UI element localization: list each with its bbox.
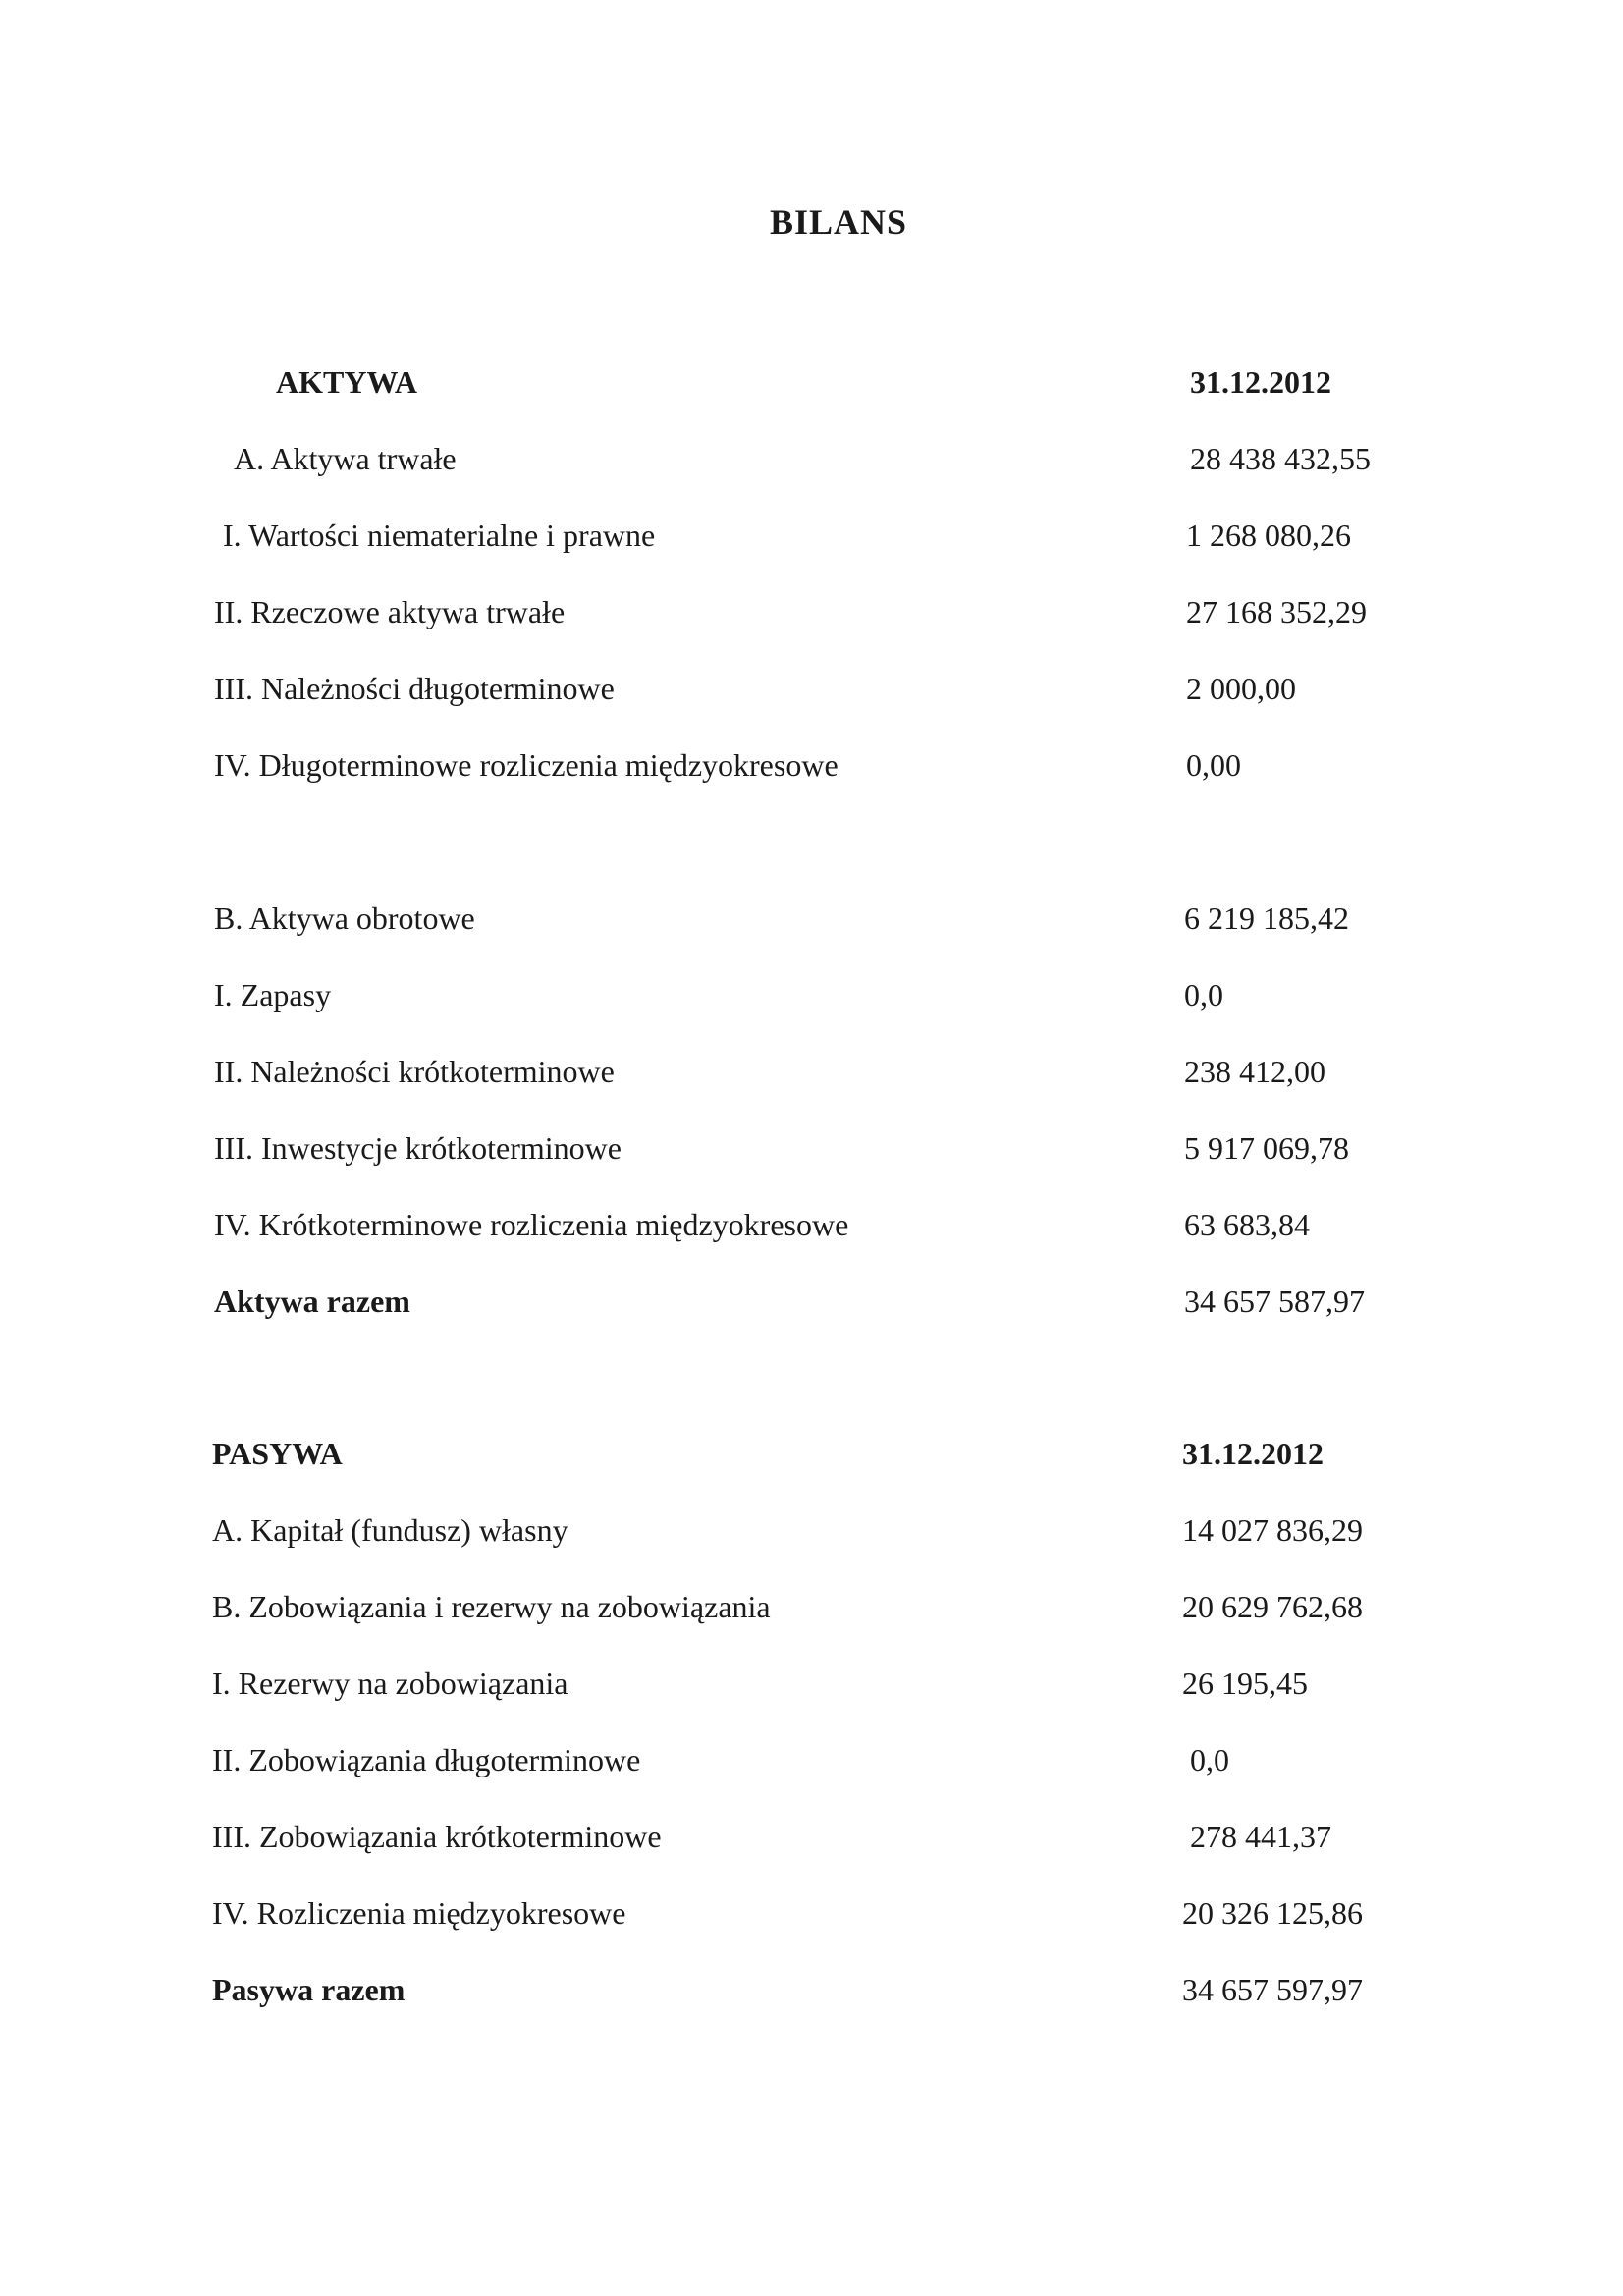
aktywa-trwale-item-row	[0, 516, 1623, 555]
aktywa-trwale-item-label: III. Należności długoterminowe	[214, 671, 615, 706]
pasywa-zobowiazania-item-label: I. Rezerwy na zobowiązania	[212, 1666, 568, 1701]
pasywa-zobowiazania-item-value: 20 326 125,86	[1182, 1895, 1363, 1931]
pasywa-total-value: 34 657 597,97	[1182, 1972, 1363, 2007]
pasywa-zobowiazania-item-label: III. Zobowiązania krótkoterminowe	[212, 1819, 662, 1854]
aktywa-obrotowe-item-value: 63 683,84	[1184, 1207, 1310, 1242]
aktywa-trwale-item-row	[0, 745, 1623, 785]
aktywa-trwale-item-value: 1 268 080,26	[1186, 518, 1351, 553]
aktywa-obrotowe-item-label: IV. Krótkoterminowe rozliczenia międzyokresowe	[214, 1207, 849, 1242]
aktywa-trwale-item-row	[0, 592, 1623, 631]
aktywa-obrotowe-item-value: 238 412,00	[1184, 1054, 1325, 1089]
aktywa-trwale-item-row	[0, 669, 1623, 708]
pasywa-date: 31.12.2012	[1182, 1436, 1324, 1471]
pasywa-header-row	[0, 1434, 1623, 1473]
aktywa-obrotowe-label: B. Aktywa obrotowe	[214, 901, 475, 936]
pasywa-zobowiazania-item-row	[0, 1664, 1623, 1703]
pasywa-zobowiazania-item-value: 278 441,37	[1190, 1819, 1331, 1854]
pasywa-zobowiazania-item-row	[0, 1740, 1623, 1779]
aktywa-trwale-item-value: 27 168 352,29	[1186, 594, 1367, 629]
aktywa-trwale-item-label: II. Rzeczowe aktywa trwałe	[214, 594, 566, 629]
aktywa-trwale-label: A. Aktywa trwałe	[234, 441, 457, 476]
aktywa-header: AKTYWA	[276, 364, 418, 400]
pasywa-kapital-row	[0, 1510, 1623, 1550]
pasywa-total-row	[0, 1970, 1623, 2009]
pasywa-header: PASYWA	[212, 1436, 343, 1471]
aktywa-obrotowe-item-row	[0, 975, 1623, 1014]
pasywa-zobowiazania-item-row	[0, 1817, 1623, 1856]
pasywa-zobowiazania-item-label: IV. Rozliczenia międzyokresowe	[212, 1895, 626, 1931]
aktywa-total-row	[0, 1282, 1623, 1321]
aktywa-trwale-item-value: 0,00	[1186, 747, 1241, 783]
aktywa-trwale-item-value: 2 000,00	[1186, 671, 1296, 706]
pasywa-zobowiazania-row	[0, 1587, 1623, 1626]
pasywa-zobowiazania-value: 20 629 762,68	[1182, 1589, 1363, 1624]
aktywa-obrotowe-item-value: 0,0	[1184, 977, 1223, 1012]
aktywa-trwale-value: 28 438 432,55	[1190, 441, 1371, 476]
aktywa-obrotowe-item-label: III. Inwestycje krótkoterminowe	[214, 1130, 622, 1166]
aktywa-obrotowe-item-value: 5 917 069,78	[1184, 1130, 1349, 1166]
pasywa-total-label: Pasywa razem	[212, 1972, 406, 2007]
aktywa-header-row	[0, 362, 1623, 402]
aktywa-obrotowe-item-label: II. Należności krótkoterminowe	[214, 1054, 615, 1089]
pasywa-kapital-label: A. Kapitał (fundusz) własny	[212, 1512, 568, 1548]
aktywa-date: 31.12.2012	[1190, 364, 1331, 400]
aktywa-total-value: 34 657 587,97	[1184, 1284, 1365, 1319]
aktywa-obrotowe-value: 6 219 185,42	[1184, 901, 1349, 936]
aktywa-trwale-item-label: IV. Długoterminowe rozliczenia międzyokresowe	[214, 747, 839, 783]
aktywa-obrotowe-item-label: I. Zapasy	[214, 977, 332, 1012]
pasywa-kapital-value: 14 027 836,29	[1182, 1512, 1363, 1548]
pasywa-zobowiazania-item-label: II. Zobowiązania długoterminowe	[212, 1742, 641, 1777]
pasywa-zobowiazania-item-value: 26 195,45	[1182, 1666, 1308, 1701]
page-title: BILANS	[769, 202, 908, 242]
pasywa-zobowiazania-item-value: 0,0	[1190, 1742, 1229, 1777]
pasywa-zobowiazania-item-row	[0, 1893, 1623, 1933]
aktywa-trwale-row	[0, 439, 1623, 478]
pasywa-zobowiazania-label: B. Zobowiązania i rezerwy na zobowiązania	[212, 1589, 771, 1624]
aktywa-obrotowe-item-row	[0, 1205, 1623, 1244]
aktywa-obrotowe-item-row	[0, 1128, 1623, 1168]
aktywa-obrotowe-row	[0, 899, 1623, 938]
aktywa-obrotowe-item-row	[0, 1052, 1623, 1091]
aktywa-trwale-item-label: I. Wartości niematerialne i prawne	[223, 518, 656, 553]
aktywa-total-label: Aktywa razem	[214, 1284, 410, 1319]
